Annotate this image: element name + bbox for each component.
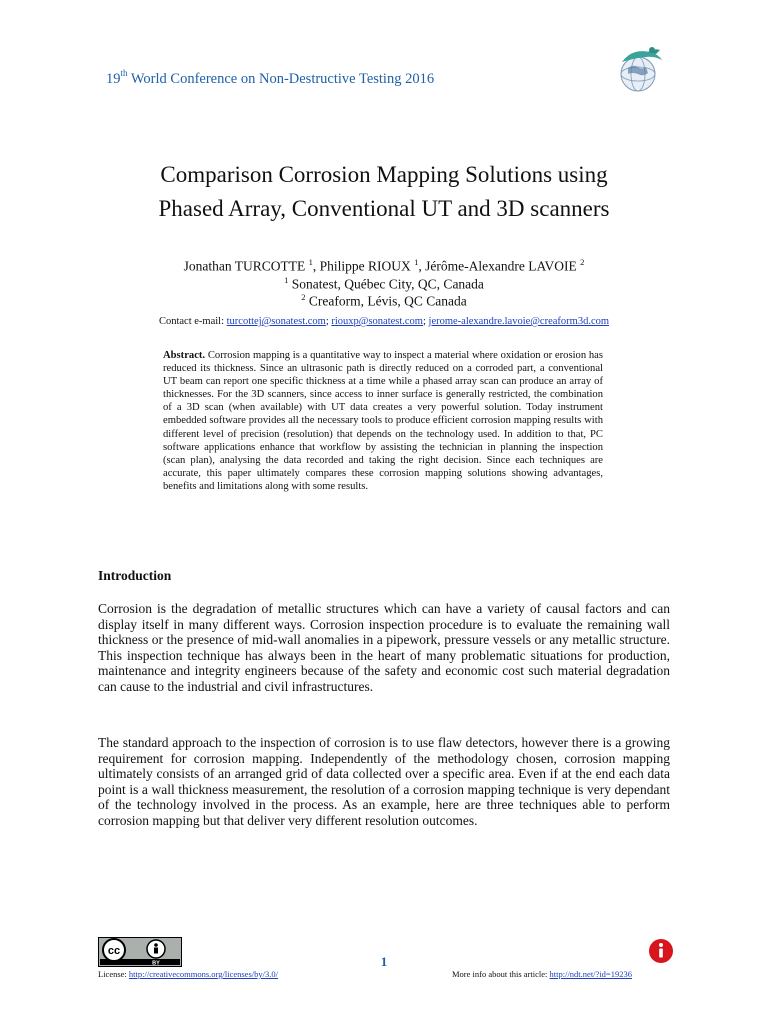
abstract bbox=[163, 349, 603, 493]
email-link-3[interactable]: jerome-alexandre.lavoie@creaform3d.com bbox=[428, 316, 610, 327]
author-affiliation-mark: 1 bbox=[414, 257, 419, 267]
author-name: Philippe RIOUX bbox=[319, 258, 411, 274]
license-label: License: bbox=[98, 969, 127, 979]
conference-name: World Conference on Non-Destructive Testing 2016 bbox=[130, 70, 435, 87]
contact-label: Contact e-mail: bbox=[158, 316, 224, 327]
affiliation-text: Creaform, Lévis, QC Canada bbox=[308, 293, 467, 309]
conference-number: 19 bbox=[106, 70, 121, 87]
more-info-link[interactable]: http://ndt.net/?id=19236 bbox=[549, 969, 632, 979]
abstract-label: Abstract. bbox=[163, 350, 206, 361]
license-line bbox=[98, 969, 278, 979]
paper-title-line-2: Phased Array, Conventional UT and 3D scanners bbox=[158, 196, 610, 221]
affiliation-text: Sonatest, Québec City, QC, Canada bbox=[291, 276, 484, 292]
email-link-1[interactable]: turcottej@sonatest.com bbox=[226, 316, 326, 327]
author-affiliation-mark: 2 bbox=[580, 257, 585, 267]
conference-ordinal: th bbox=[120, 68, 128, 78]
page-number: 1 bbox=[380, 954, 388, 969]
info-icon[interactable] bbox=[648, 938, 674, 964]
author-name: Jonathan TURCOTTE bbox=[183, 258, 306, 274]
conference-header bbox=[106, 69, 434, 88]
abstract-text: Corrosion mapping is a quantitative way to inspect a material where oxidation or erosion has reduced its thickness. Since an ultrasonic path is directly reduced on a corroded part, a conventional UT beam can report one specific thickness at a time while a phased array scan can produce an array of thicknesses. For the 3D scanners, since access to inner surface is generally restricted, the combination of a 3D scan (when available) with UT data creates a very powerful solution. Today instrument embedded software provides all the necessary tools to produce efficient corrosion mapping results with different level of precision (resolution) that depends on the technology used. In addition to that, PC software applications enhance that workflow by assisting the technician in planning the inspection (scan plan), analysing the data recorded and taking the right decision. Since each techniques are accurate, this paper ultimately compares these corrosion mapping solutions showing advantages, benefits and limitations along with some results. bbox=[163, 350, 603, 492]
more-info-label: More info about this article: bbox=[452, 969, 548, 979]
section-heading-introduction: Introduction bbox=[98, 568, 172, 583]
more-info-line bbox=[452, 969, 632, 979]
body-paragraph-1: Corrosion is the degradation of metallic structures which can have a variety of causal factors and can display itself in many different ways. Corrosion inspection procedure is to evaluate the remaining wall thickness or the presence of mid-wall anomalies in a pipework, pressure vessels or any metallic structure. This inspection technique has always been in the heart of many problematic situations for production, maintenance and integrity engineers because of the safety and economic cost such material degradation can cause to the industrial and civil infrastructures. bbox=[98, 601, 670, 694]
paper-title bbox=[0, 158, 768, 226]
email-link-2[interactable]: riouxp@sonatest.com bbox=[331, 316, 423, 327]
affiliation-2 bbox=[0, 289, 768, 310]
author-list: Jonathan TURCOTTE $^1$, Philippe RIOUX $^1$, Jérôme-Alexandre LAVOIE $^2$ bbox=[183, 257, 585, 274]
license-link[interactable]: http://creativecommons.org/licenses/by/3.0/ bbox=[128, 969, 278, 979]
contact-line: Contact e-mail: turcottej@sonatest.com; riouxp@sonatest.com; jerome-alexandre.lavoie@creaform3d.com bbox=[158, 316, 610, 327]
author-name: Jérôme-Alexandre LAVOIE bbox=[425, 258, 577, 274]
body-paragraph-2: The standard approach to the inspection of corrosion is to use flaw detectors, however there is a growing requirement for corrosion mapping. Independently of the methodology chosen, corrosion mapping ultimately consists of an arranged grid of data collected over a specific area. Even if at the end each data point is a wall thickness measurement, the resolution of a corrosion mapping technique is very dependant of the technology involved in the process. As an example, here are three techniques able to perform corrosion mapping but that deliver very different resolution outcomes. bbox=[98, 735, 670, 828]
cc-by-text: BY bbox=[152, 960, 160, 967]
author-affiliation-mark: 1 bbox=[308, 257, 313, 267]
affiliation-number: 1 bbox=[284, 275, 289, 285]
affiliation-number: 2 bbox=[301, 292, 306, 302]
conference-globe-logo bbox=[608, 42, 670, 96]
paper-title-line-1: Comparison Corrosion Mapping Solutions using bbox=[160, 162, 608, 187]
cc-badge-text: cc bbox=[107, 945, 121, 957]
